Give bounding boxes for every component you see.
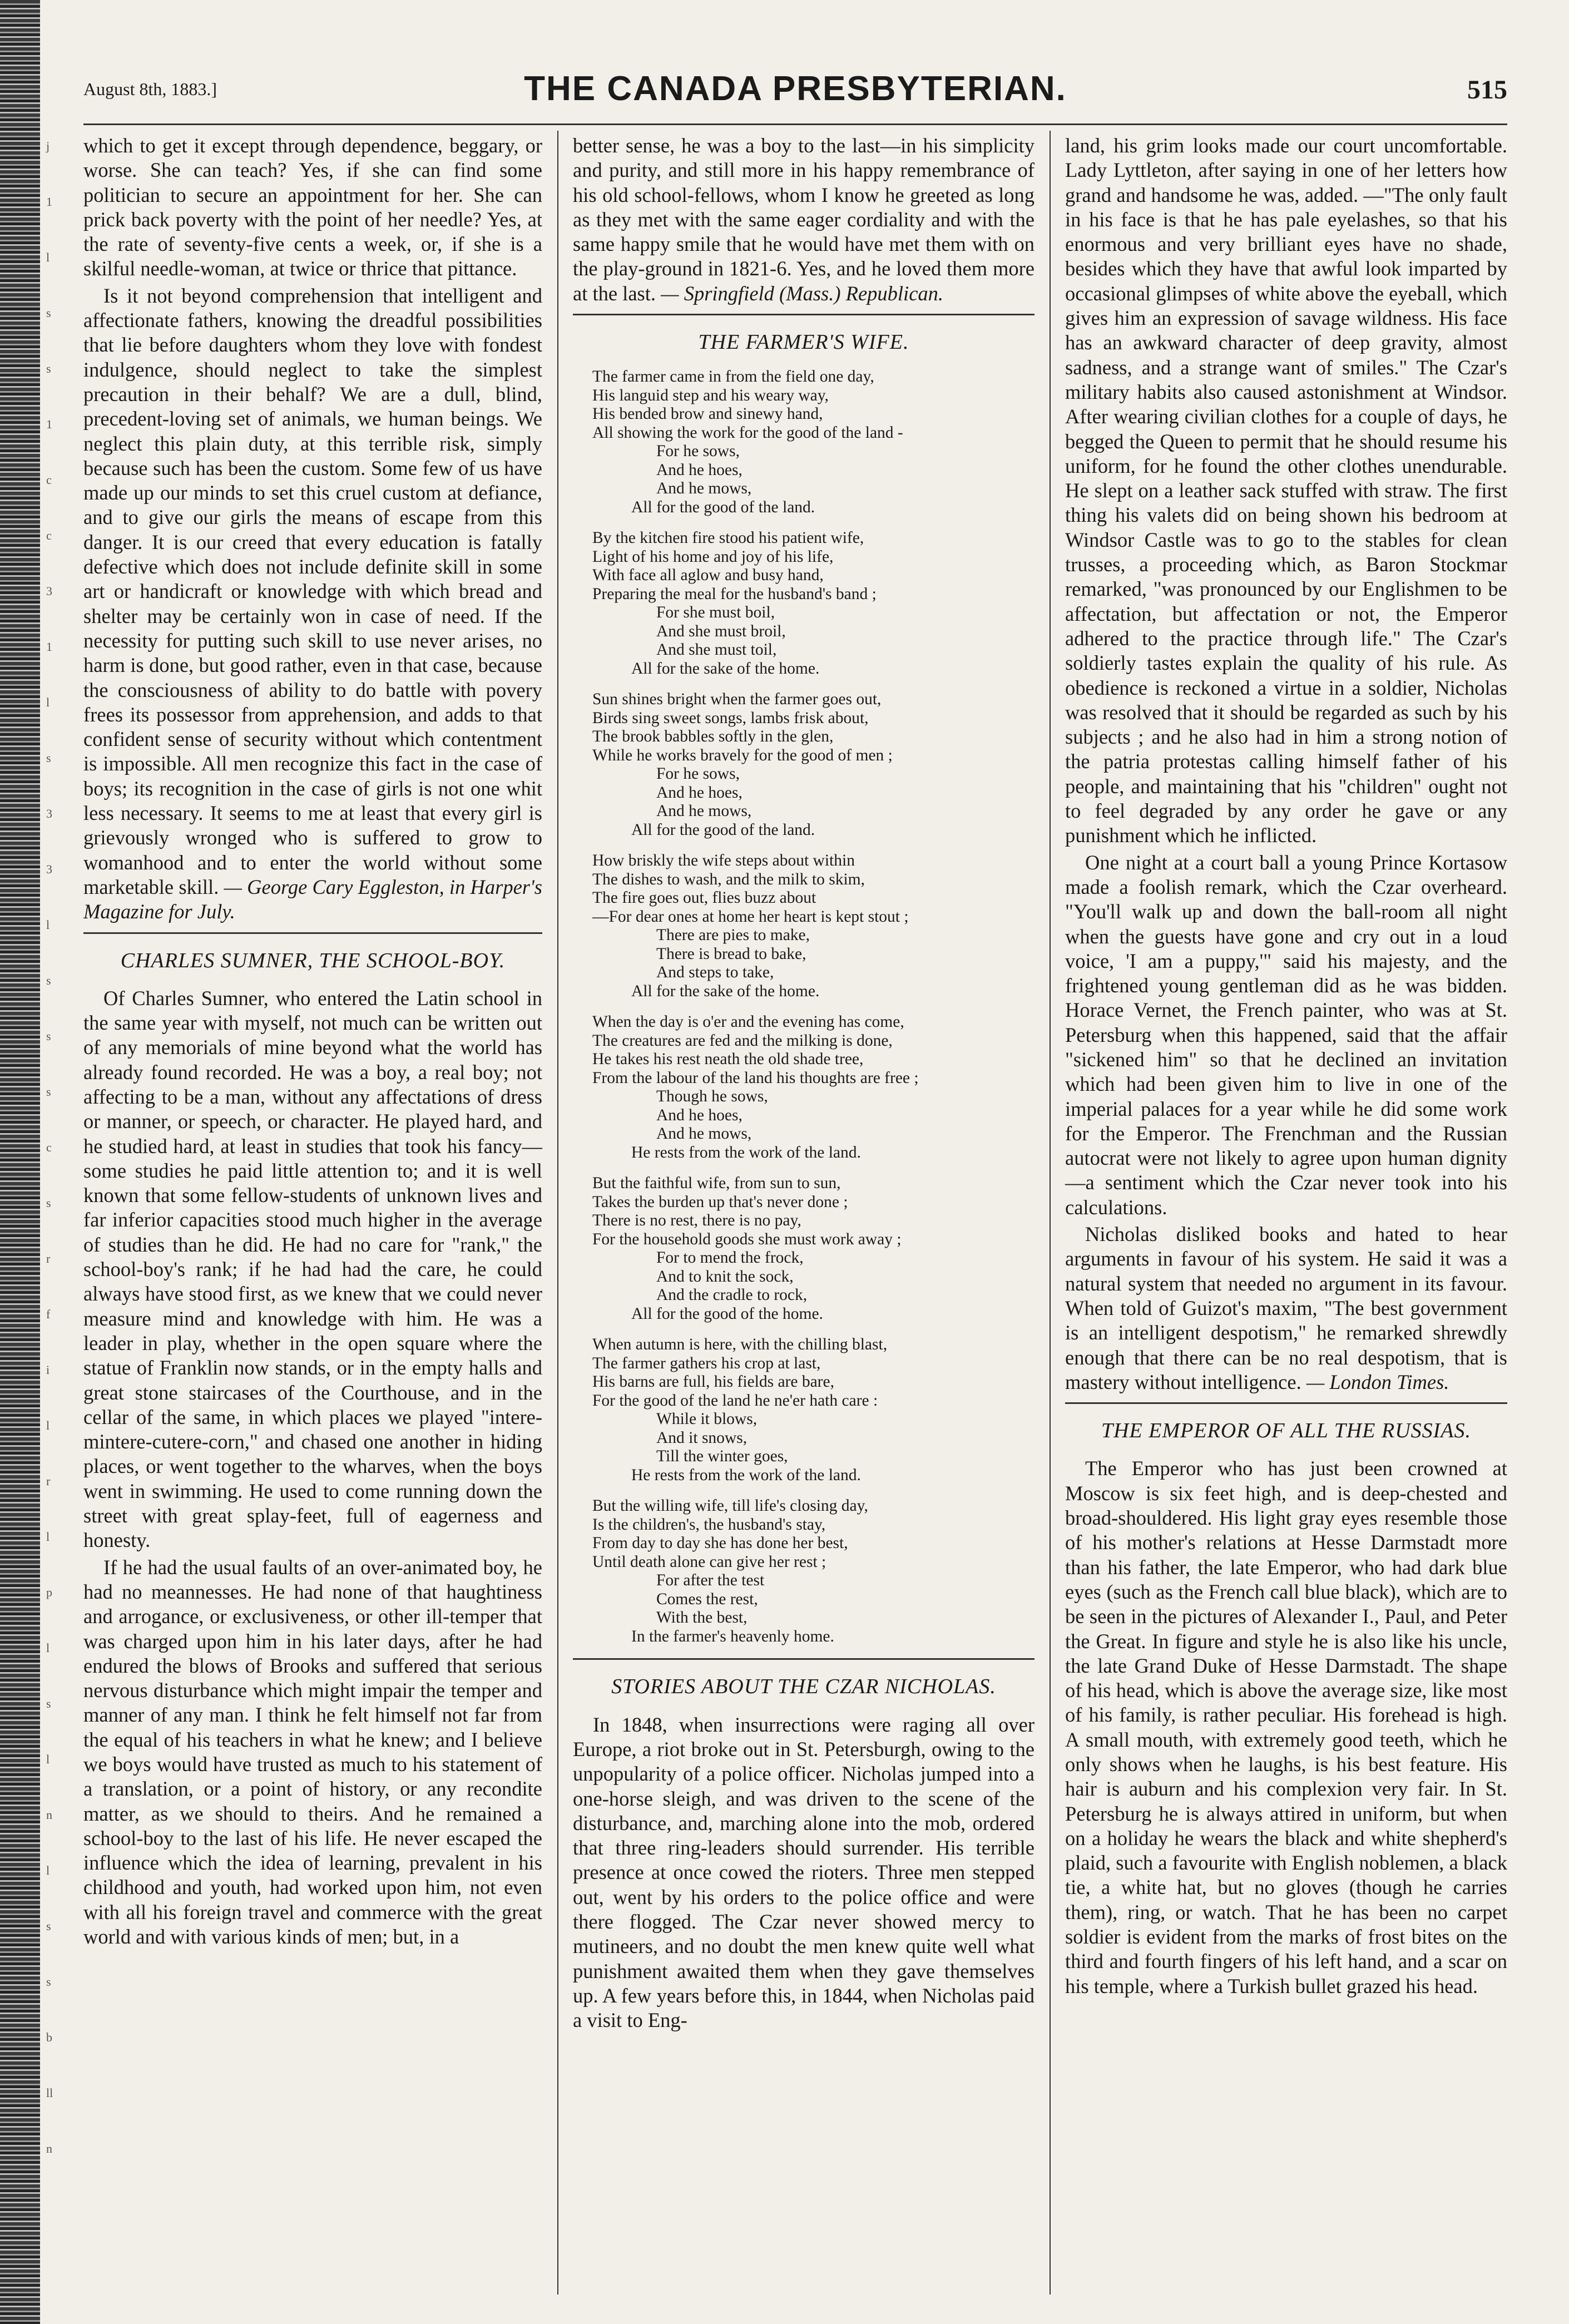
poem-line: How briskly the wife steps about within bbox=[592, 852, 855, 870]
poem-stanza bbox=[573, 1174, 1035, 1323]
poem-line: He takes his rest neath the old shade tree, bbox=[592, 1050, 864, 1069]
poem-stanza bbox=[573, 690, 1035, 839]
article-text: Of Charles Sumner, who entered the Latin school in the same year with myself, not much can be written out of any memorials of mine beyond what the world has already found recorded. He was a boy, a real boy; not affecting to be a man, without any affectations of dress or manner, or speech, or character. He played hard, and he studied hard, at least in studies that took his fancy—some studies he paid little attention to; and it is well known that some fellow-students of unknown lives and far inferior capacities stood much higher in the average of studies than he did. He had no care for "rank," the school-boy's rank; if he had had the care, he could always have stood first, as we knew that we could never measure mind and knowledge with him. He was a leader in play, whether in the open square where the statue of Franklin now stands, or in the empty halls and great stone staircases of the Courthouse, and in the cellar of the same, in which places we played "intere-mintere-cutere-corn," and chased one another in hiding places, or went together to the wharves, when the boys went in swimming. He used to come running down the street with great splay-feet, full of eagerness and honesty. bbox=[83, 986, 542, 1552]
column-rule-1 bbox=[557, 131, 558, 2295]
gutter-fragment: n bbox=[46, 1808, 52, 1822]
source-citation: — Springfield (Mass.) Republican. bbox=[661, 281, 944, 305]
gutter-fragment: b bbox=[46, 2030, 52, 2044]
poem-line: The brook babbles softly in the glen, bbox=[592, 728, 834, 746]
gutter-fragment: 3 bbox=[46, 807, 52, 820]
poem-line: And she must broil, bbox=[656, 622, 786, 640]
poem-line: All for the sake of the home. bbox=[631, 982, 820, 1000]
poem-line: The farmer gathers his crop at last, bbox=[592, 1354, 821, 1372]
source-citation: — George Cary Eggleston, in Harper's Magazine for July. bbox=[83, 875, 542, 923]
gutter-fragment: s bbox=[46, 1697, 51, 1710]
gutter-fragment: l bbox=[46, 1641, 50, 1655]
column-rule-2 bbox=[1050, 131, 1051, 2295]
poem-line: And to knit the sock, bbox=[656, 1267, 794, 1285]
poem-line: In the farmer's heavenly home. bbox=[631, 1627, 834, 1645]
article-text: better sense, he was a boy to the last—in his simplicity and purity, and still more in his happy remembrance of his old school-fellows, whom I know he greeted as long as they met with the same eager cordiality and with the same happy smile that he would have met them with on the play-ground in 1821-6. Yes, and he loved them more at the last. — Springfield (Mass.) Republican. bbox=[573, 134, 1035, 305]
gutter-fragment: ll bbox=[46, 2086, 53, 2100]
poem-line: While it blows, bbox=[656, 1410, 758, 1428]
poem-line: For she must boil, bbox=[656, 604, 775, 622]
poem-line: All for the good of the home. bbox=[631, 1304, 823, 1323]
gutter-fragment: f bbox=[46, 1307, 51, 1321]
poem-line: He rests from the work of the land. bbox=[631, 1143, 861, 1161]
section-divider bbox=[1065, 1402, 1507, 1404]
poem-line: Sun shines bright when the farmer goes out, bbox=[592, 690, 882, 709]
section-divider bbox=[573, 314, 1035, 315]
poem-stanza bbox=[573, 1013, 1035, 1162]
poem-line: And he mows, bbox=[656, 1125, 752, 1143]
poem-line: He rests from the work of the land. bbox=[631, 1466, 861, 1484]
poem-line: But the faithful wife, from sun to sun, bbox=[592, 1174, 841, 1193]
gutter-fragment: s bbox=[46, 1919, 51, 1933]
gutter-fragment: l bbox=[46, 1863, 50, 1877]
poem-line: From day to day she has done her best, bbox=[592, 1534, 848, 1552]
poem-line: His barns are full, his fields are bare, bbox=[592, 1373, 834, 1391]
poem-line: And he hoes, bbox=[656, 1106, 743, 1124]
gutter-fragment: l bbox=[46, 1752, 50, 1766]
gutter-fragment: 1 bbox=[46, 195, 52, 209]
poem-line: His languid step and his weary way, bbox=[592, 386, 829, 404]
article-text: One night at a court ball a young Prince Kortasow made a foolish remark, which the Czar overheard. "You'll walk up and down the ball-room all night when the guests have gone and cry out in a loud voice, 'I am a puppy,'" said his majesty, and the frightened young gentleman did as he was bidden. Horace Vernet, the French painter, who was at St. Petersburg when this happened, said that the affair "sickened him" so that he declined an invitation which had been given him to live in one of the imperial palaces for a year while he did some work for the Emperor. The Frenchman and the Russian autocrat were not likely to agree upon human dignity—a sentiment which the Czar never took into his calculations. bbox=[1065, 851, 1507, 1219]
article-text: land, his grim looks made our court uncomfortable. Lady Lyttleton, after saying in one of her letters how grand and handsome he was, added. —"The only fault in his face is that he has pale eyelashes, so that his enormous and very brilliant eyes have no shade, besides which they have that awful look imparted by occasional glimpses of white above the eyeball, which gives him an expression of savage wildness. His face has an awkward character of deep gravity, almost sadness, and a strange want of smiles." The Czar's military habits also caused astonishment at Windsor. After wearing civilian clothes for a couple of days, he begged the Queen to permit that he should resume his uniform, for he found the other clothes unendurable. He slept on a leather sack stuffed with straw. The first thing his valets did on being shown his bedroom at Windsor Castle was to go to the stables for clean trusses, a proceeding which, as Baron Stockmar remarked, "was pronounced by our Englishmen to be affectation, but affectation or not, the Emperor adhered to the practice through life." The Czar's soldierly tastes explain the quality of his rule. As obedience is reckoned a virtue in a soldier, Nicholas was resolved that it should be regarded as such by his subjects ; and he also had in him a strong notion of the patria protestas calling himself father of his people, and maintaining that his "children" ought not to feel degraded by any order he gave or any punishment which he inflicted. bbox=[1065, 134, 1507, 847]
gutter-fragment: 3 bbox=[46, 584, 52, 598]
poem-line: —For dear ones at home her heart is kept stout ; bbox=[592, 907, 909, 926]
masthead-title: THE CANADA PRESBYTERIAN. bbox=[524, 70, 1067, 108]
poem-line: With the best, bbox=[656, 1609, 748, 1627]
gutter-fragment: s bbox=[46, 1029, 51, 1043]
poem-stanza bbox=[573, 529, 1035, 678]
poem-line: And he hoes, bbox=[656, 461, 743, 479]
gutter-fragment: r bbox=[46, 1474, 51, 1488]
poem-line: For after the test bbox=[656, 1571, 765, 1590]
gutter-fragment: r bbox=[46, 1252, 51, 1265]
article-text: Is it not beyond comprehension that intelligent and affectionate fathers, knowing the dreadful possibilities that lie before daughters whom they love with fondest indulgence, should neglect to take the simplest precaution in their behalf? We are a dull, blind, precedent-loving set of animals, we human beings. We neglect this plain duty, at this terrible risk, simply because such has been the custom. Some few of us have made up our minds to set this cruel custom at defiance, and to give our girls the means of escape from this danger. It is our creed that every education is fatally defective which does not include definite skill in some art or handicraft or knowledge with which bread and shelter may be certainly won in case of need. If the necessity for putting such skill to use never arises, no harm is done, but good rather, even in that case, because the consciousness of ability to do battle with povery frees its possessor from apprehension, and adds to that confident sense of security without which contentment is impossible. All men recognize this fact in the case of boys; its recognition in the case of girls is not one whit less necessary. It seems to me at least that every girl is grievously wronged who is suffered to grow to womanhood and to enter the world without some marketable skill. — George Cary Eggleston, in Harper's Magazine for July. bbox=[83, 284, 542, 923]
poem-line: Till the winter goes, bbox=[656, 1447, 788, 1466]
poem-line: There is no rest, there is no pay, bbox=[592, 1212, 801, 1230]
poem-line: Birds sing sweet songs, lambs frisk about, bbox=[592, 709, 869, 727]
gutter-fragment: s bbox=[46, 973, 51, 987]
article-text: Nicholas disliked books and hated to hear arguments in favour of his system. He said it was a natural system that needed no argument in its favour. When told of Guizot's maxim, "The best government is an intelligent despotism," he remarked shrewdly enough that there can be no real despotism, that is mastery without intelligence. — London Times. bbox=[1065, 1223, 1507, 1393]
article-text: which to get it except through dependence, beggary, or worse. She can teach? Yes, if she can find some politician to secure an appointment for her. She can prick back poverty with the point of her needle? Yes, at the rate of seventy-five cents a week, or, if she is a skilful needle-woman, at twice or thrice that pittance. bbox=[83, 134, 542, 280]
poem-stanza bbox=[573, 1497, 1035, 1646]
gutter-fragment: 3 bbox=[46, 862, 52, 876]
page-header bbox=[83, 56, 1507, 117]
poem-line: The farmer came in from the field one day, bbox=[592, 368, 874, 386]
column-3 bbox=[1065, 133, 1507, 2001]
poem-line: And he hoes, bbox=[656, 783, 743, 802]
article-text: In 1848, when insurrections were raging all over Europe, a riot broke out in St. Petersburgh, owing to the unpopularity of a police officer. Nicholas jumped into a one-horse sleigh, and was driven to the scene of the disturbance, and, marching alone into the mob, ordered that three ring-leaders should surrender. His terrible presence at once cowed the rioters. Three men stepped out, went by his orders to the police office and were there flogged. The Czar never showed mercy to mutineers, and no doubt the men knew quite well what punishment awaited them when they gave themselves up. A few years before this, in 1844, when Nicholas paid a visit to Eng- bbox=[573, 1713, 1035, 2032]
poem-line: Comes the rest, bbox=[656, 1590, 758, 1608]
poem-line: When the day is o'er and the evening has come, bbox=[592, 1013, 904, 1031]
poem-line: While he works bravely for the good of men ; bbox=[592, 746, 893, 764]
gutter-fragment: l bbox=[46, 1418, 50, 1432]
gutter-fragment: i bbox=[46, 1363, 50, 1377]
poem-line: And she must toil, bbox=[656, 641, 777, 659]
poem-line: From the labour of the land his thoughts are free ; bbox=[592, 1069, 919, 1087]
poem-line: The creatures are fed and the milking is done, bbox=[592, 1031, 893, 1050]
gutter-fragment: s bbox=[46, 1975, 51, 1989]
poem-line: But the willing wife, till life's closing day, bbox=[592, 1497, 868, 1515]
poem-stanza bbox=[573, 852, 1035, 1001]
gutter-fragment: l bbox=[46, 918, 50, 932]
poem-line: Though he sows, bbox=[656, 1087, 768, 1106]
gutter-fragment: p bbox=[46, 1585, 52, 1599]
poem-line: And steps to take, bbox=[656, 963, 774, 982]
poem-line: All showing the work for the good of the land - bbox=[592, 423, 903, 442]
poem-heading: THE FARMER'S WIFE. bbox=[698, 330, 909, 354]
poem-line: When autumn is here, with the chilling blast, bbox=[592, 1336, 888, 1354]
poem-line: And the cradle to rock, bbox=[656, 1286, 808, 1304]
poem bbox=[573, 368, 1035, 1646]
poem-line: For the good of the land he ne'er hath care : bbox=[592, 1391, 878, 1410]
poem-line: And it snows, bbox=[656, 1428, 748, 1447]
source-citation: — London Times. bbox=[1306, 1370, 1449, 1393]
poem-line: All for the sake of the home. bbox=[631, 659, 820, 678]
header-rule bbox=[83, 123, 1507, 125]
poem-stanza bbox=[573, 1336, 1035, 1485]
poem-stanza bbox=[573, 368, 1035, 517]
gutter-fragment: l bbox=[46, 1530, 50, 1544]
gutter-fragment: s bbox=[46, 1085, 51, 1099]
poem-line: Is the children's, the husband's stay, bbox=[592, 1515, 826, 1534]
poem-line: The fire goes out, flies buzz about bbox=[592, 889, 816, 907]
poem-line: Takes the burden up that's never done ; bbox=[592, 1193, 848, 1211]
gutter-fragment: s bbox=[46, 306, 51, 320]
poem-line: Until death alone can give her rest ; bbox=[592, 1552, 826, 1571]
gutter-fragment: c bbox=[46, 528, 52, 542]
poem-line: For the household goods she must work away ; bbox=[592, 1230, 902, 1248]
column-2 bbox=[573, 133, 1035, 2035]
poem-line: With face all aglow and busy hand, bbox=[592, 566, 824, 585]
poem-line: There is bread to bake, bbox=[656, 945, 806, 963]
gutter-fragment: j bbox=[46, 139, 50, 153]
poem-line: And he mows, bbox=[656, 479, 752, 498]
poem-line: For he sows, bbox=[656, 442, 740, 461]
issue-date: August 8th, 1883.] bbox=[83, 79, 217, 99]
section-divider bbox=[83, 932, 542, 934]
article-text: If he had the usual faults of an over-animated boy, he had no meannesses. He had none of that haughtiness and arrogance, or exclusiveness, or other ill-temper that was charged upon him in his later days, after he had endured the blows of Brooks and suffered that serious nervous disturbance which might impair the temper and manner of any man. I think he felt himself not far from the equal of his teachers in what he knew; and I believe we boys would have trusted as much to his statement of a translation, or a point of history, or any recondite matter, as we should to theirs. And he remained a school-boy to the last of his life. He never escaped the influence which the idea of learning, prevalent in his childhood and youth, had worked upon him, not even with all his foreign travel and commerce with the great world and with various kinds of men; but, in a bbox=[83, 1555, 542, 1949]
poem-line: For to mend the frock, bbox=[656, 1249, 804, 1267]
section-divider bbox=[573, 1658, 1035, 1660]
article-heading: CHARLES SUMNER, THE SCHOOL-BOY. bbox=[120, 948, 506, 972]
gutter-fragment: l bbox=[46, 250, 50, 264]
gutter-fragment: s bbox=[46, 751, 51, 765]
gutter-fragment: n bbox=[46, 2142, 52, 2155]
article-heading: STORIES ABOUT THE CZAR NICHOLAS. bbox=[611, 1675, 996, 1699]
poem-line: The dishes to wash, and the milk to skim, bbox=[592, 870, 865, 888]
poem-line: Preparing the meal for the husband's band ; bbox=[592, 585, 877, 603]
gutter-fragments bbox=[42, 0, 67, 2324]
gutter-fragment: s bbox=[46, 362, 51, 375]
poem-line: Light of his home and joy of his life, bbox=[592, 547, 834, 566]
article-text: The Emperor who has just been crowned at Moscow is six feet high, and is deep-chested and broad-shouldered. His light gray eyes resemble those of his mother's relations at Hesse Darmstadt more than his father, the late Emperor, who had dark blue eyes (such as the French call blue black), which are to be seen in the pictures of Alexander I., Paul, and Peter the Great. In figure and style he is also like his uncle, the late Grand Duke of Hesse Darmstadt. The shape of his head, which is above the average size, like most of his family, is rather peculiar. His forehead is high. A small mouth, with extremely good teeth, which he only shows when he laughs, is his best feature. His hair is auburn and his complexion very fair. In St. Petersburg he is always attired in uniform, but when on a holiday he wears the black and white shepherd's plaid, such a favourite with English noblemen, a black tie, a white hat, but no gloves (though he carries them), ring, or watch. That he has been no carpet soldier is evident from the marks of frost bites on the third and fourth fingers of his left hand, and a scar on his temple, where a Turkish bullet grazed his head. bbox=[1065, 1457, 1507, 1997]
poem-line: There are pies to make, bbox=[656, 926, 810, 945]
page-number: 515 bbox=[1467, 75, 1507, 105]
poem-line: By the kitchen fire stood his patient wife, bbox=[592, 529, 864, 547]
column-1 bbox=[83, 133, 542, 1951]
gutter-fragment: c bbox=[46, 1140, 52, 1154]
gutter-fragment: 1 bbox=[46, 417, 52, 431]
page-spine bbox=[0, 0, 40, 2324]
poem-line: And he mows, bbox=[656, 802, 752, 820]
poem-line: All for the good of the land. bbox=[631, 498, 815, 516]
poem-line: All for the good of the land. bbox=[631, 820, 815, 839]
gutter-fragment: c bbox=[46, 473, 52, 487]
gutter-fragment: l bbox=[46, 695, 50, 709]
gutter-fragment: s bbox=[46, 1196, 51, 1210]
article-heading: THE EMPEROR OF ALL THE RUSSIAS. bbox=[1101, 1419, 1471, 1443]
poem-line: For he sows, bbox=[656, 765, 740, 783]
poem-line: His bended brow and sinewy hand, bbox=[592, 405, 823, 423]
gutter-fragment: 1 bbox=[46, 640, 52, 654]
